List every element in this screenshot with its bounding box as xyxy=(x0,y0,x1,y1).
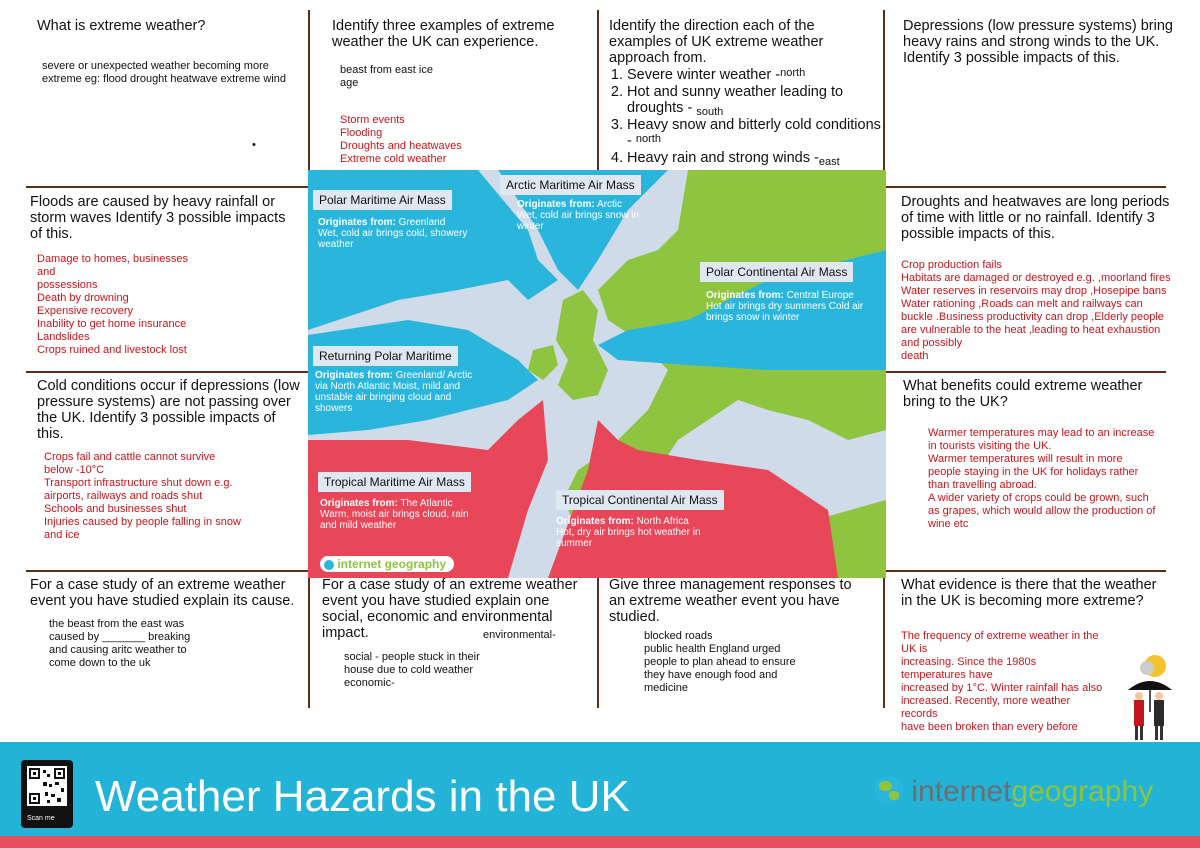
qr-code-pattern xyxy=(27,766,67,806)
grid-divider xyxy=(308,578,310,708)
grid-divider xyxy=(26,570,308,572)
list-item: Storm events xyxy=(340,114,405,126)
list-item: 2. Hot and sunny weather leading to droughts - $_{south}$ xyxy=(627,84,887,117)
arctic-maritime-label: Arctic Maritime Air Mass xyxy=(500,175,641,195)
tropical-maritime-info: Originates from: The Atlantic Warm, moist air brings cloud, rain and mild weather xyxy=(320,498,469,531)
droughts-impacts xyxy=(901,259,1191,363)
grid-divider xyxy=(308,10,310,170)
list-item: Extreme cold weather xyxy=(340,153,447,165)
list-item: than travelling abroad. xyxy=(928,479,1037,491)
list-item: Landslides xyxy=(37,331,90,343)
list-item: Crop production fails xyxy=(901,259,1002,271)
list-item: Flooding xyxy=(340,127,383,139)
air-masses-map xyxy=(308,170,886,578)
logo-text-geography: geography xyxy=(1011,775,1154,808)
cold-question: Cold conditions occur if depressions (low pressure systems) are not passing over the UK. Identify 3 possible impacts of this. xyxy=(37,378,300,442)
three-examples-list xyxy=(340,114,580,166)
umbrella-people-icon xyxy=(1125,652,1175,742)
returning-polar-info: Originates from: Greenland/ Arctic via North Atlantic Moist, mild and unstable air bringing cloud and showers xyxy=(315,370,473,414)
grid-divider xyxy=(597,578,599,708)
grid-divider xyxy=(26,186,308,188)
extreme-weather-answer: severe or unexpected weather becoming more extreme eg: flood drought heatwave extreme wind xyxy=(42,60,286,85)
globe-icon xyxy=(875,776,903,804)
list-item: 4. Heavy rain and strong winds $-_{east}$ xyxy=(627,150,887,167)
grid-divider xyxy=(886,371,1166,373)
depressions-question: Depressions (low pressure systems) bring heavy rains and strong winds to the UK. Identify 3 possible impacts of this. xyxy=(903,18,1173,66)
tropical-continental-info: Originates from: North Africa Hot, dry air brings hot weather in summer xyxy=(556,516,701,549)
list-item: airports, railways and roads shut xyxy=(44,490,203,502)
polar-continental-info: Originates from: Central Europe Hot air brings dry summers Cold air brings snow in winter xyxy=(706,290,864,323)
list-item: Inability to get home insurance xyxy=(37,318,187,330)
polar-maritime-info: Originates from: Greenland Wet, cold air brings cold, showery weather xyxy=(318,217,468,250)
internet-geography-logo[interactable] xyxy=(875,775,1153,809)
map-watermark-logo: internet geography xyxy=(320,556,454,572)
list-item: and possibly xyxy=(901,337,963,349)
scan-me-label: Scan me xyxy=(27,815,55,822)
list-item: people staying in the UK for holidays rather xyxy=(928,466,1139,478)
three-examples-question: Identify three examples of extreme weather the UK can experience. xyxy=(332,18,555,50)
list-item: A wider variety of crops could be grown, such xyxy=(928,492,1149,504)
logo-text-internet: internet xyxy=(911,775,1012,808)
cold-impacts xyxy=(44,451,304,542)
list-item: Crops ruined and livestock lost xyxy=(37,344,187,356)
list-item: Warmer temperatures may lead to an increase xyxy=(928,427,1155,439)
list-item: and xyxy=(37,266,56,278)
polar-maritime-label: Polar Maritime Air Mass xyxy=(313,190,452,210)
grid-divider xyxy=(883,578,885,708)
qr-code[interactable] xyxy=(21,760,73,828)
impact-question: For a case study of an extreme weather event you have studied explain one social, economic and environmental impact. xyxy=(322,577,578,641)
list-item: 1. Severe winter weather -$^{north}$ xyxy=(627,67,887,84)
list-item: Damage to homes, businesses xyxy=(37,253,189,265)
direction-question: Identify the direction each of the examples of UK extreme weather approach from. xyxy=(609,18,824,66)
list-item: wine etc xyxy=(928,518,969,530)
list-item: Injuries caused by people falling in snow xyxy=(44,516,241,528)
arctic-maritime-info: Originates from: Arctic Wet, cold air brings snow in winter xyxy=(517,199,640,232)
bullet-dot: • xyxy=(252,139,256,151)
management-answer: blocked roads public health England urged people to plan ahead to ensure they have enough food and medicine xyxy=(644,630,796,694)
cause-question: For a case study of an extreme weather event you have studied explain its cause. xyxy=(30,577,295,609)
grid-divider xyxy=(886,570,1166,572)
grid-divider xyxy=(886,186,1166,188)
list-item: as grapes, which would allow the production of xyxy=(928,505,1156,517)
extreme-weather-question: What is extreme weather? xyxy=(37,18,206,34)
tropical-continental-label: Tropical Continental Air Mass xyxy=(556,490,724,510)
tropical-maritime-label: Tropical Maritime Air Mass xyxy=(318,472,471,492)
list-item: Droughts and heatwaves xyxy=(340,140,462,152)
list-item: Warmer temperatures will result in more xyxy=(928,453,1123,465)
grid-divider xyxy=(597,10,599,170)
list-item: death xyxy=(901,350,929,362)
benefits-list xyxy=(928,427,1190,531)
list-item: Water rationing ,Roads can melt and railways can xyxy=(901,298,1143,310)
poster-title: Weather Hazards in the UK xyxy=(95,772,630,821)
floods-question: Floods are caused by heavy rainfall or storm waves Identify 3 possible impacts of this. xyxy=(30,194,286,242)
qr-icon xyxy=(27,766,67,806)
list-item: Schools and businesses shut xyxy=(44,503,187,515)
floods-impacts xyxy=(37,253,297,357)
list-item: possessions xyxy=(37,279,98,291)
list-item: Death by drowning xyxy=(37,292,129,304)
list-item: Crops fail and cattle cannot survive xyxy=(44,451,216,463)
list-item: in tourists visiting the UK. xyxy=(928,440,1052,452)
management-question: Give three management responses to an extreme weather event you have studied. xyxy=(609,577,852,625)
list-item: and ice xyxy=(44,529,80,541)
footer-stripe xyxy=(0,836,1200,848)
grid-divider xyxy=(26,371,308,373)
evidence-question: What evidence is there that the weather in the UK is becoming more extreme? xyxy=(901,577,1157,609)
list-item: Habitats are damaged or destroyed e.g. ,moorland fires xyxy=(901,272,1171,284)
droughts-question: Droughts and heatwaves are long periods of time with little or no rainfall. Identify 3 possible impacts of this. xyxy=(901,194,1170,242)
list-item: below -10°C xyxy=(44,464,105,476)
list-item: Water reserves in reservoirs may drop ,Hosepipe bans xyxy=(901,285,1167,297)
direction-list xyxy=(609,67,887,167)
list-item: 3. Heavy snow and bitterly cold conditions - $^{north}$ xyxy=(627,117,887,150)
list-item: are vulnerable to the heat ,leading to heat exhaustion xyxy=(901,324,1161,336)
list-item: buckle .Business productivity can drop ,Elderly people xyxy=(901,311,1164,323)
globe-icon xyxy=(324,560,334,570)
list-item: Expensive recovery xyxy=(37,305,133,317)
cause-answer: the beast from the east was caused by _______ breaking and causing aritc weather to come down to the uk xyxy=(49,618,191,669)
impact-environmental: environmental- xyxy=(483,629,556,641)
returning-polar-label: Returning Polar Maritime xyxy=(313,346,458,366)
polar-continental-label: Polar Continental Air Mass xyxy=(700,262,853,282)
benefits-question: What benefits could extreme weather bring to the UK? xyxy=(903,378,1143,410)
evidence-answer: The frequency of extreme weather in the UK is increasing. Since the 1980s temperatures have increased by 1°C. Winter rainfall has also increased. Recently, more weather records have been broken than every before xyxy=(901,630,1103,733)
list-item: Transport infrastructure shut down e.g. xyxy=(44,477,233,489)
impact-answer: social - people stuck in their house due to cold weather economic- xyxy=(344,651,480,689)
three-examples-answer: beast from east ice age xyxy=(340,64,433,89)
